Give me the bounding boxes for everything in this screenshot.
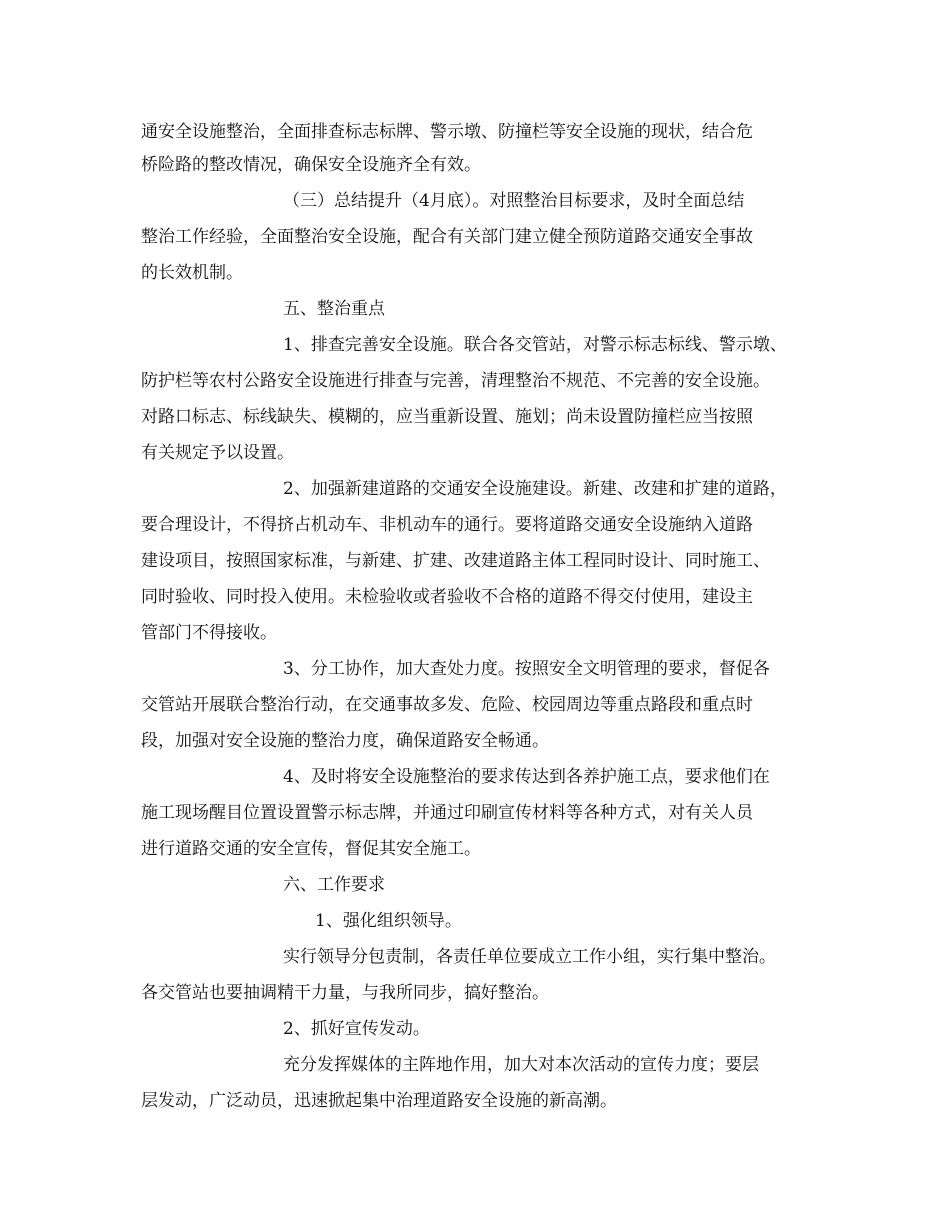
text-line: 4、及时将安全设施整治的要求传达到各养护施工点，要求他们在: [283, 767, 770, 787]
text-line: 要合理设计，不得挤占机动车、非机动车的通行。要将道路交通安全设施纳入道路: [141, 515, 753, 535]
subsection-heading: 1、强化组织领导。: [315, 911, 462, 931]
text-line: 层发动，广泛动员，迅速掀起集中治理道路安全设施的新高潮。: [141, 1091, 617, 1111]
text-line: 各交管站也要抽调精干力量，与我所同步，搞好整治。: [141, 983, 549, 1003]
text-line: 有关规定予以设置。: [141, 443, 294, 463]
text-line: 的长效机制。: [141, 263, 243, 283]
section-heading: 六、工作要求: [283, 875, 385, 895]
text-line: 建设项目，按照国家标准，与新建、扩建、改建道路主体工程同时设计、同时施工、: [141, 551, 770, 571]
text-line: （三）总结提升（4月底）。对照整治目标要求，及时全面总结: [283, 191, 745, 211]
text-line: 对路口标志、标线缺失、模糊的，应当重新设置、施划；尚未设置防撞栏应当按照: [141, 407, 753, 427]
text-line: 1、排查完善安全设施。联合各交管站，对警示标志标线、警示墩、: [283, 335, 787, 355]
text-line: 实行领导分包责制，各责任单位要成立工作小组，实行集中整治。: [283, 947, 776, 967]
text-line: 施工现场醒目位置设置警示标志牌，并通过印刷宣传材料等各种方式，对有关人员: [141, 803, 753, 823]
text-line: 充分发挥媒体的主阵地作用，加大对本次活动的宣传力度；要层: [283, 1055, 759, 1075]
text-line: 2、加强新建道路的交通安全设施建设。新建、改建和扩建的道路，: [283, 479, 787, 499]
section-heading: 五、整治重点: [283, 299, 385, 319]
subsection-heading: 2、抓好宣传发动。: [283, 1019, 430, 1039]
text-line: 段，加强对安全设施的整治力度，确保道路安全畅通。: [141, 731, 549, 751]
text-line: 桥险路的整改情况，确保安全设施齐全有效。: [141, 155, 481, 175]
text-line: 3、分工协作，加大查处力度。按照安全文明管理的要求，督促各: [283, 659, 770, 679]
text-line: 通安全设施整治，全面排查标志标牌、警示墩、防撞栏等安全设施的现状，结合危: [141, 122, 753, 142]
text-line: 管部门不得接收。: [141, 623, 277, 643]
text-line: 同时验收、同时投入使用。未检验收或者验收不合格的道路不得交付使用，建设主: [141, 587, 753, 607]
text-line: 交管站开展联合整治行动，在交通事故多发、危险、校园周边等重点路段和重点时: [141, 695, 753, 715]
text-line: 整治工作经验，全面整治安全设施，配合有关部门建立健全预防道路交通安全事故: [141, 227, 753, 247]
text-line: 进行道路交通的安全宣传，督促其安全施工。: [141, 839, 481, 859]
text-line: 防护栏等农村公路安全设施进行排查与完善，清理整治不规范、不完善的安全设施。: [141, 371, 770, 391]
